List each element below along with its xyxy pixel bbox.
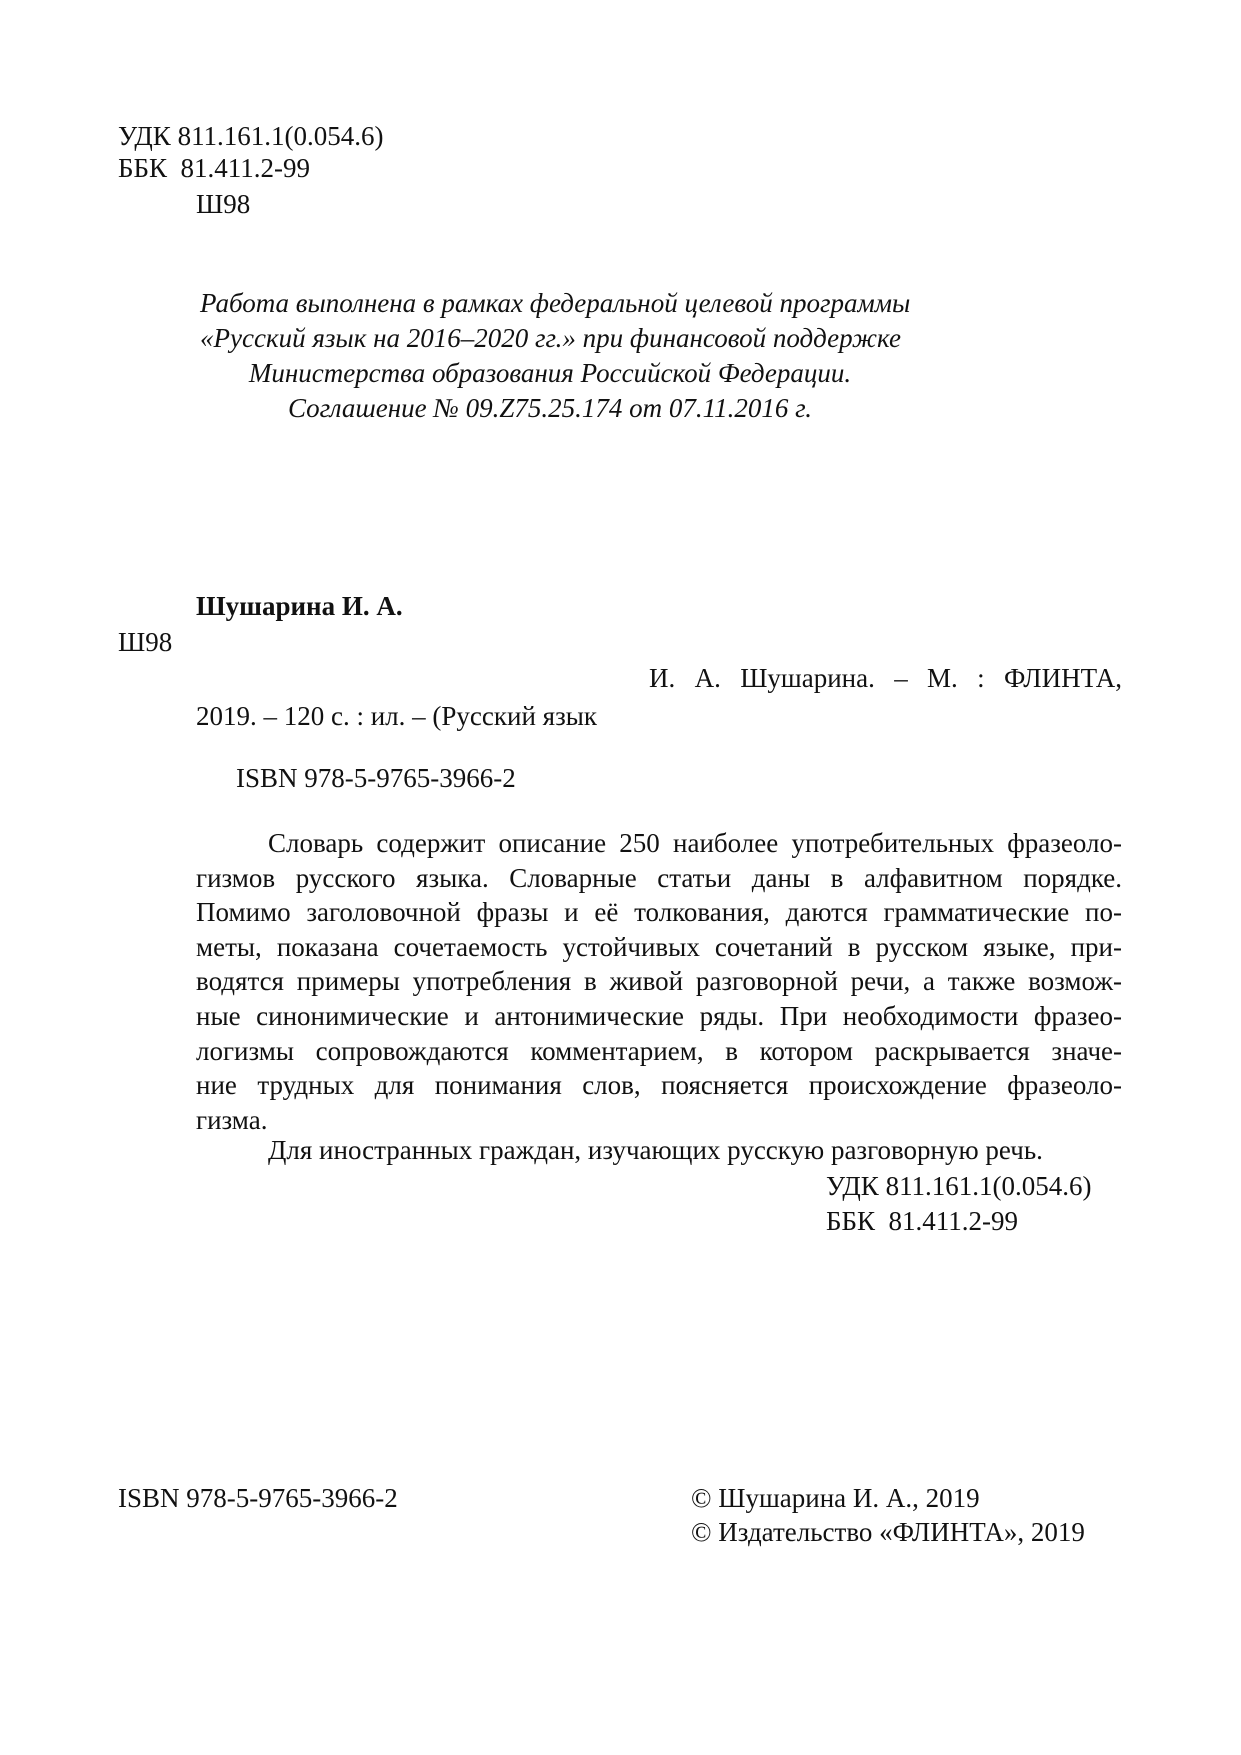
- funding-line: Министерства образования Российской Федерации.: [248, 358, 852, 388]
- udk-code-top: УДК 811.161.1(0.054.6): [118, 121, 384, 151]
- author-code-top: Ш98: [196, 189, 251, 219]
- isbn-record: ISBN 978-5-9765-3966-2: [236, 763, 516, 793]
- bbk-code-right: ББК 81.411.2-99: [826, 1206, 1019, 1236]
- bibliographic-line: И. А. Шушарина. – М. : ФЛИНТА,: [649, 663, 1122, 693]
- author-heading: Шушарина И. А.: [196, 591, 403, 621]
- udk-code-right: УДК 811.161.1(0.054.6): [826, 1171, 1092, 1201]
- bibliographic-line: 2019. – 120 с. : ил. – (Русский язык: [196, 701, 597, 731]
- funding-line: «Русский язык на 2016–2020 гг.» при финансовой поддержке: [200, 323, 901, 353]
- audience-note: Для иностранных граждан, изучающих русскую разговорную речь.: [268, 1135, 1043, 1165]
- annotation-line: меты, показана сочетаемость устойчивых сочетаний в русском языке, при-: [196, 931, 1122, 962]
- annotation-line: Помимо заголовочной фразы и её толкования, даются грамматические по-: [196, 897, 1122, 928]
- isbn-imprint: ISBN 978-5-9765-3966-2: [118, 1483, 398, 1513]
- annotation-line: ние трудных для понимания слов, поясняется происхождение фразеоло-: [196, 1070, 1122, 1101]
- annotation-line: гизмов русского языка. Словарные статьи даны в алфавитном порядке.: [196, 862, 1122, 893]
- annotation-line: водятся примеры употребления в живой разговорной речи, а также возмож-: [196, 966, 1122, 997]
- annotation-line: логизмы сопровождаются комментарием, в котором раскрывается значе-: [196, 1035, 1122, 1066]
- funding-note: [200, 286, 911, 426]
- annotation-paragraph: [196, 826, 1122, 1137]
- bbk-code-top: ББК 81.411.2-99: [118, 153, 311, 183]
- author-code-mid: Ш98: [118, 627, 173, 657]
- copyright-publisher: © Издательство «ФЛИНТА», 2019: [691, 1517, 1085, 1547]
- annotation-line: Словарь содержит описание 250 наиболее употребительных фразеоло-: [268, 828, 1122, 858]
- annotation-line: гизма.: [196, 1104, 268, 1135]
- copyright-author: © Шушарина И. А., 2019: [691, 1483, 980, 1513]
- funding-line: Соглашение № 09.Z75.25.174 от 07.11.2016 г.: [287, 393, 813, 423]
- annotation-line: ные синонимические и антонимические ряды. При необходимости фразео-: [196, 1000, 1122, 1031]
- funding-line: Работа выполнена в рамках федеральной целевой программы: [200, 288, 911, 318]
